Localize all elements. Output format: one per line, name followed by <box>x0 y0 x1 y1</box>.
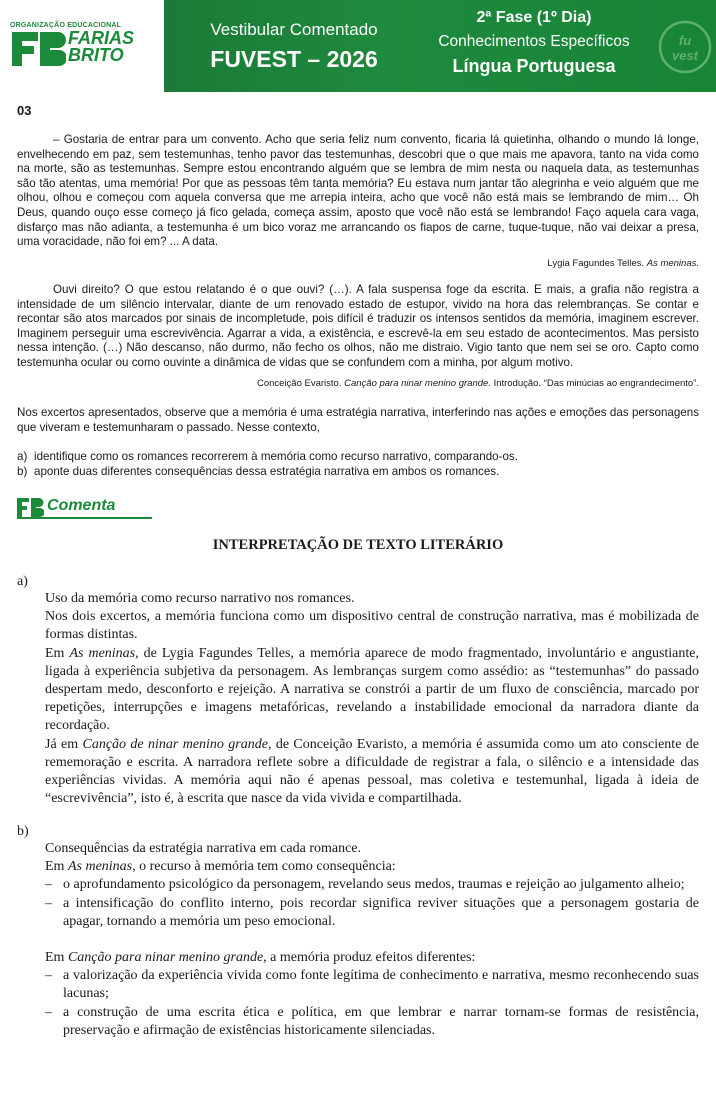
citation-2 <box>257 378 699 389</box>
question-number: 03 <box>17 103 32 118</box>
work-title: Canção para ninar menino grande <box>67 950 264 966</box>
comenta-underline <box>17 517 152 519</box>
citation-1-author: Lygia Fagundes Telles. <box>547 258 647 269</box>
brand-line-2: BRITO <box>68 45 124 65</box>
page-header <box>0 0 716 92</box>
text-run: Em <box>45 645 70 661</box>
item-text: identifique como os romances recorrerem à memória como recurso narrativo, comparando-os. <box>34 450 518 463</box>
dash-marker: – <box>45 1004 52 1020</box>
item-label: a) <box>17 450 28 463</box>
citation-1 <box>547 258 699 269</box>
list-item <box>45 895 699 931</box>
list-item-text: a valorização da experiência vivida como fonte legítima de conhecimento e narrativa, mesmo reconhecendo suas lacunas; <box>63 968 699 1002</box>
answer-b-p2 <box>45 858 699 876</box>
work-title: Canção de ninar menino grande <box>82 736 268 752</box>
answer-b-label: b) <box>17 824 29 839</box>
citation-1-work: As meninas. <box>646 258 699 269</box>
comenta-fb-icon <box>17 498 44 517</box>
answer-a-p4 <box>45 736 699 809</box>
answer-b <box>45 840 699 1040</box>
dash-marker: – <box>45 877 52 893</box>
list-item <box>45 876 699 894</box>
subject-label: Língua Portuguesa <box>452 56 616 76</box>
paragraph-gap <box>45 931 699 949</box>
question-item-a <box>17 450 699 465</box>
fb-logo-icon <box>12 32 66 66</box>
text-run: , de Conceição Evaristo, a memória é assumida como um ato consciente de rememoração e escrita. A narradora reflete sobre a dificuldade de registrar a fala, o silêncio e a intensidade das experiências vividas. A memória aqui não é apenas pessoal, mas coletiva e testemunhal, ligada à ideia de “escrevivência”, isto é, à escrita que nasce da vida vivida e compartilhada. <box>45 736 699 807</box>
dash-marker: – <box>45 895 52 911</box>
header-band <box>164 0 716 92</box>
text-run: , a memória produz efeitos diferentes: <box>263 950 476 966</box>
answer-b-p1: Consequências da estratégia narrativa em cada romance. <box>45 841 362 856</box>
fuvest-seal-icon <box>658 20 712 74</box>
phase-label: 2ª Fase (1º Dia) <box>476 9 592 26</box>
answer-b-p3 <box>45 949 699 967</box>
question-prompt: Nos excertos apresentados, observe que a memória é uma estratégia narrativa, interferindo nas ações e emoções das personagens que viveram e testemunharam o passado. Nesse contexto, <box>17 406 699 434</box>
header-left-block <box>164 0 424 92</box>
list-item <box>45 1004 699 1040</box>
citation-2-author: Conceição Evaristo. <box>256 378 345 389</box>
list-item-text: o aprofundamento psicológico da personagem, revelando seus medos, traumas e rejeição ao julgamento alheio; <box>63 877 685 893</box>
answer-a <box>45 590 699 808</box>
answer-a-p1: Uso da memória como recurso narrativo nos romances. <box>45 591 355 606</box>
answer-a-p2: Nos dois excertos, a memória funciona como um dispositivo central de construção narrativa, mas é mobilizada de formas distintas. <box>45 609 699 643</box>
area-label: Conhecimentos Específicos <box>438 33 630 50</box>
excerpt-1: – Gostaria de entrar para um convento. Acho que seria feliz num convento, ficaria lá quietinha, olhando o mundo lá longe, envelhecendo em paz, sem testemunhas, tenho pavor das testemunhas, descobri que o que mais me apavora, tanto na vida como na morte, são as testemunhas. Sempre estou encontrando alguém que se lembra de mim nesta ou naquela data, as testemunhas são tão atentas, uma memória! Por que as pessoas têm tanta memória? Eu estava num jantar tão alegrinha e veio alguém que me olhou, olhou e começou com aquela conversa que me arrepia inteira, acho que você não está mais se lembrando de mim… Oh Deus, quando ouço esse começo já fico gelada, começa assim, aposto que você não está se lembrando! Faço aquela cara vaga, disfarço mas não adianta, a testemunha é um bico voraz me arrancando os fiapos de carne, tuque-tuque, não vai deixar a presa, uma voracidade, não foi em? ... A data. <box>17 133 699 249</box>
list-item-text: a intensificação do conflito interno, pois recordar significa reviver situações que a personagem gostaria de apagar, tornando a memória um peso emocional. <box>63 895 699 929</box>
dash-marker: – <box>45 968 52 984</box>
list-item-text: a construção de uma escrita ética e política, em que lembrar e narrar tornam-se formas de resistência, preservação e afirmação de existências historicamente silenciadas. <box>63 1004 699 1038</box>
citation-2-rest: . Introdução. “Das minúcias ao engrandecimento”. <box>488 378 699 389</box>
text-run: , de Lygia Fagundes Telles, a memória aparece de modo fragmentado, involuntário e angustiante, ligada à experiência subjetiva da personagem. As lembranças surgem como assédio: as “testemunhas” do passado despertam medo, desconforto e rejeição. A narrativa se constrói a partir de um fluxo de consciência, marcado por repetições, interrupções e imagens metafóricas, revelando a instabilidade emocional da narradora diante da recordação. <box>45 645 699 734</box>
question-items <box>17 450 699 479</box>
brand-logo <box>0 0 164 92</box>
answer-title: INTERPRETAÇÃO DE TEXTO LITERÁRIO <box>212 537 504 553</box>
citation-2-work: Canção para ninar menino grande <box>344 378 489 389</box>
answer-a-label: a) <box>17 574 28 589</box>
item-label: b) <box>17 464 28 478</box>
answer-a-p3 <box>45 645 699 736</box>
question-item-b <box>17 465 699 480</box>
excerpt-2: Ouvi direito? O que estou relatando é o que ouvi? (…). A fala suspensa foge da escrita. E mais, a grafia não registra a intensidade de um silêncio intervalar, diante de um renovado estado de estupor, vivido na hora das relembranças. Se contar e recontar são atos marcados por sinais de incompletude, pois difícil é traduzir os intensos sentidos da memória, imaginem escrever. Imaginem perseguir uma escrevivência. Agarrar a vida, a existência, e escrevê-la em seu estado de acontecimentos. Mas persisto nessa intenção. (…) Não descanso, não durmo, não fecho os olhos, não me distraio. Vigio tanto que nem sei se oro. Capto como testemunha ocular ou como ouvinte a dinâmica de vidas que se confundem com a minha, por algum motivo. <box>17 283 699 369</box>
svg-text:fu: fu <box>678 33 692 48</box>
brand-name <box>68 30 134 64</box>
work-title: As meninas <box>67 859 133 875</box>
text-run: , o recurso à memória tem como consequência: <box>132 859 396 875</box>
list-item <box>45 967 699 1003</box>
item-text: aponte duas diferentes consequências dessa estratégia narrativa em ambos os romances. <box>34 464 500 478</box>
vestibular-label: Vestibular Comentado <box>210 20 378 39</box>
comenta-label: Comenta <box>47 497 116 514</box>
header-mid-block <box>424 0 644 92</box>
text-run: Em <box>45 859 68 875</box>
work-title: As meninas <box>69 645 136 661</box>
text-run: Em <box>45 950 68 966</box>
logo-org-label: ORGANIZAÇÃO EDUCACIONAL <box>10 22 122 29</box>
exam-title: FUVEST – 2026 <box>210 46 378 72</box>
brand-line-1: FARIAS <box>68 28 135 48</box>
text-run: Já em <box>45 736 83 752</box>
svg-text:vest: vest <box>671 48 699 63</box>
